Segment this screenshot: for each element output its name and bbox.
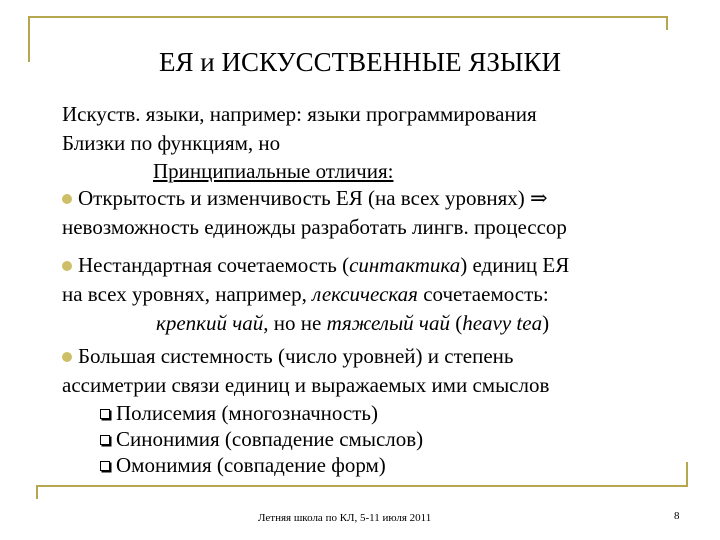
bullet-combinability [62,252,569,278]
text-line-2: Близки по функциям, но [62,131,281,155]
systemness-text: Большая системность (число уровней) и степень [78,344,514,368]
example-text-f: ) [542,311,550,335]
polysemy-text: Полисемия (многозначность) [116,401,378,425]
bullet-openness-text: Открытость и изменчивость ЕЯ (на всех уровнях) ⇒ [78,186,548,210]
synonymy-text: Синонимия (совпадение смыслов) [116,427,424,451]
example-text-a: крепкий чай [156,311,264,335]
line7-text-b: лексическая [312,282,418,306]
bullet-icon [62,261,72,271]
line7-text-a: на всех уровнях, например, [62,282,313,306]
differences-heading-text: Принципиальные отличия: [153,159,394,183]
bullet-icon [62,352,72,362]
sub-bullet-polysemy [100,400,378,426]
page-number: 8 [674,510,680,522]
frame-top-line [28,16,668,18]
example-line [156,310,549,336]
example-text-b: , но не [263,311,327,335]
sub-bullet-synonymy [100,426,423,452]
example-text-e: heavy tea [462,311,543,335]
square-bullet-icon [100,435,110,445]
frame-right-line [666,16,668,30]
bullet-icon [62,194,72,204]
bullet-openness [62,185,548,211]
homonymy-text: Омонимия (совпадение форм) [116,453,386,477]
slide-footer: Летняя школа по КЛ, 5-11 июля 2011 [258,512,432,524]
differences-heading [153,158,393,184]
frame-bottom-left-tick [36,485,38,499]
example-text-d: ( [449,311,463,335]
example-text-c: тяжелый чай [326,311,450,335]
square-bullet-icon [100,461,110,471]
slide-title: ЕЯ и ИСКУССТВЕННЫЕ ЯЗЫКИ [159,47,561,77]
frame-bottom-right-tick [686,462,688,487]
sub-bullet-homonymy [100,452,386,478]
text-line-1: Искуств. языки, например: языки программирования [62,102,537,126]
text-line-10: ассиметрии связи единиц и выражаемых ими смыслов [62,373,550,397]
square-bullet-icon [100,409,110,419]
combinability-text-b: синтактика [349,253,461,277]
combinability-text-c: ) единиц ЕЯ [460,253,570,277]
bullet-systemness [62,343,513,369]
line7-text-c: сочетаемость: [417,282,549,306]
combinability-text-a: Нестандартная сочетаемость ( [78,253,350,277]
text-line-7 [62,281,549,307]
frame-bottom-line [36,485,688,487]
text-line-5: невозможность единожды разработать лингв. процессор [62,215,567,239]
